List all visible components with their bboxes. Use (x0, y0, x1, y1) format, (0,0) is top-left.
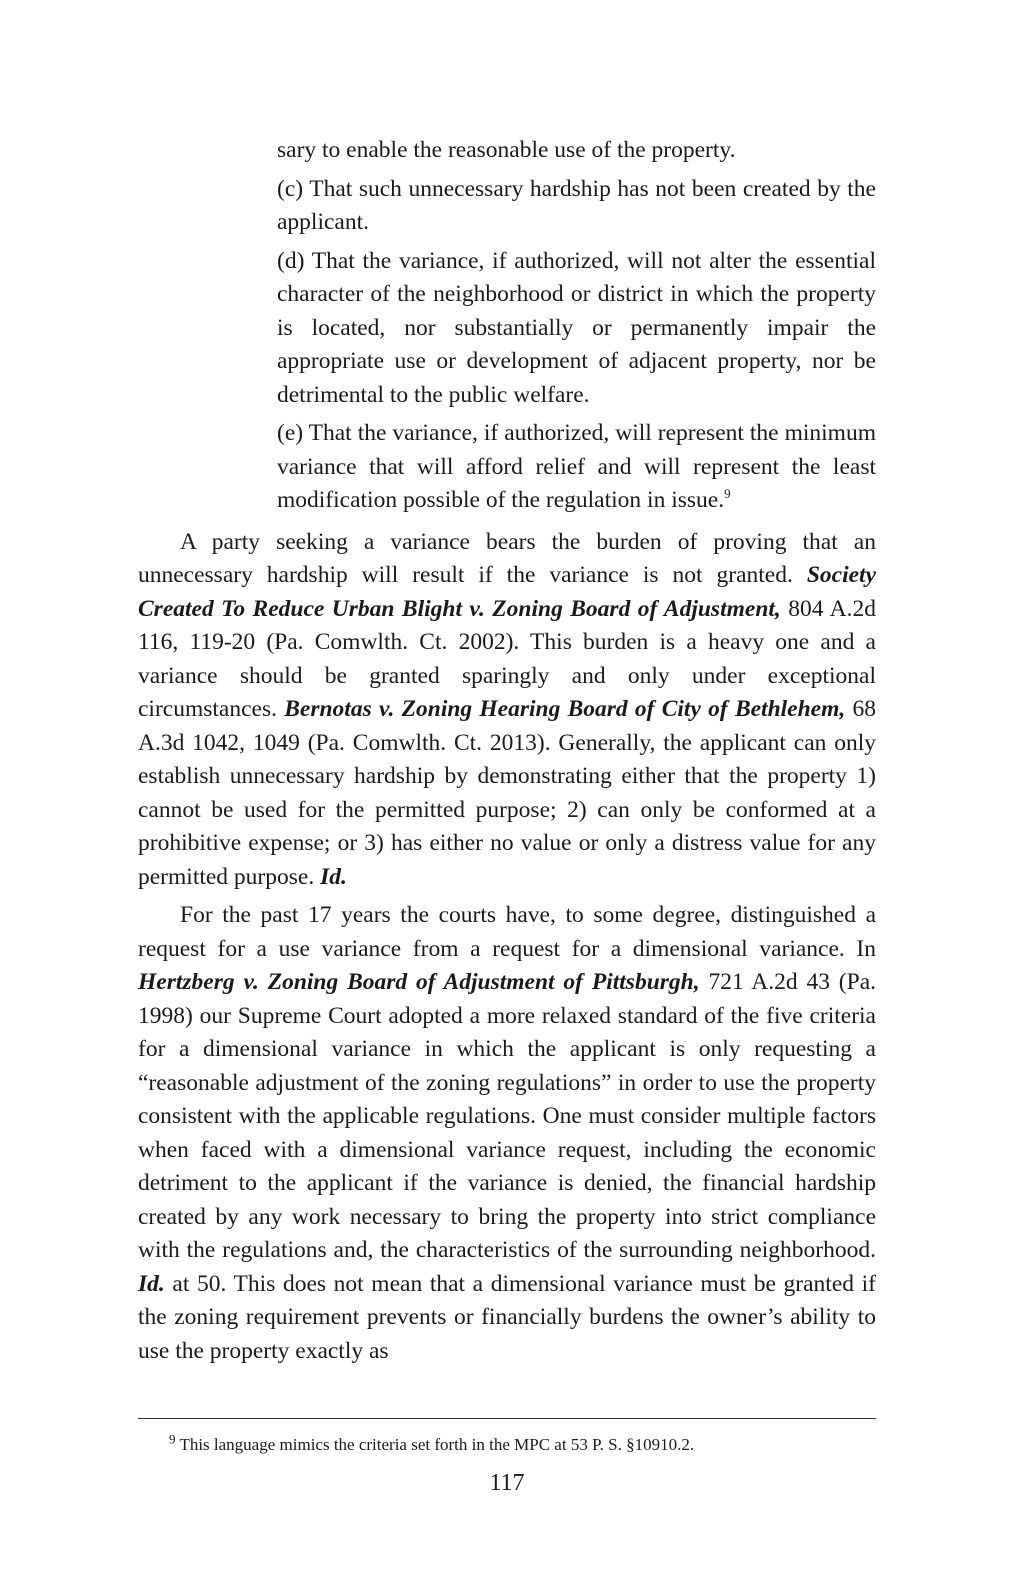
id-citation: Id. (138, 1270, 165, 1297)
footnote-text: This language mimics the criteria set forth in the MPC at 53 P. S. §10910.2. (175, 1435, 695, 1454)
footnote-divider (138, 1418, 876, 1419)
block-quote (277, 134, 876, 518)
block-quote-item-e-text: (e) That the variance, if authorized, will represent the minimum variance that will afford relief and will represent the least modification possible of the regulation in issue. (277, 420, 876, 513)
page-content (138, 134, 876, 1373)
paragraph-burden-of-proof (138, 526, 876, 895)
footnote-reference[interactable]: 9 (724, 486, 731, 502)
body-text (138, 526, 876, 1369)
id-citation: Id. (320, 863, 347, 890)
case-citation: Bernotas v. Zoning Hearing Board of City of Bethlehem, (284, 696, 846, 722)
paragraph-dimensional-variance (138, 899, 876, 1368)
block-quote-item-c: (c) That such unnecessary hardship has not been created by the applicant. (277, 175, 876, 235)
footnote-number: 9 (169, 1431, 176, 1447)
footnote (169, 1431, 869, 1456)
paragraph-text: For the past 17 years the courts have, to some degree, distinguished a request for a use variance from a request for a dimensional variance. In (138, 902, 876, 962)
paragraph-text: 804 A.2d 116, 119-20 (Pa. Comwlth. Ct. 2002). This burden is a heavy one and a variance should be granted sparingly and only under exceptional circumstances. (138, 595, 876, 722)
case-citation: Hertzberg v. Zoning Board of Adjustment of Pittsburgh, (138, 969, 700, 995)
block-quote-line-b-end: sary to enable the reasonable use of the property. (277, 137, 736, 163)
block-quote-item-d: (d) That the variance, if authorized, will not alter the essential character of the neighborhood or district in which the property is located, nor substantially or permanently impair the appropriate use or development of adjacent property, nor be detrimental to the public welfare. (277, 247, 876, 408)
block-quote-item-e (277, 417, 876, 518)
paragraph-text: 68 A.3d 1042, 1049 (Pa. Comwlth. Ct. 2013). Generally, the applicant can only establish unnecessary hardship by demonstrating either that the property 1) cannot be used for the permitted purpose; 2) can only be conformed at a prohibitive expense; or 3) has either no value or only a distress value for any permitted purpose. (138, 696, 877, 890)
paragraph-text: A party seeking a variance bears the burden of proving that an unnecessary hardship will result if the variance is not granted. (138, 528, 876, 588)
case-citation: Society Created To Reduce Urban Blight v. Zoning Board of Adjustment, (138, 562, 876, 622)
page-number: 117 (489, 1470, 525, 1496)
paragraph-text: 721 A.2d 43 (Pa. 1998) our Supreme Court adopted a more relaxed standard of the five criteria for a dimensional variance in which the applicant is only requesting a “reasonable adjustment of the zoning regulations” in order to use the property consistent with the applicable regulations. One must consider multiple factors when faced with a dimensional variance request, including the economic detriment to the applicant if the variance is denied, the financial hardship created by any work necessary to bring the property into strict compliance with the regulations and, the characteristics of the surrounding neighborhood. (138, 969, 877, 1263)
paragraph-text: at 50. This does not mean that a dimensional variance must be granted if the zoning requirement prevents or financially burdens the owner’s ability to use the property exactly as (138, 1270, 876, 1364)
